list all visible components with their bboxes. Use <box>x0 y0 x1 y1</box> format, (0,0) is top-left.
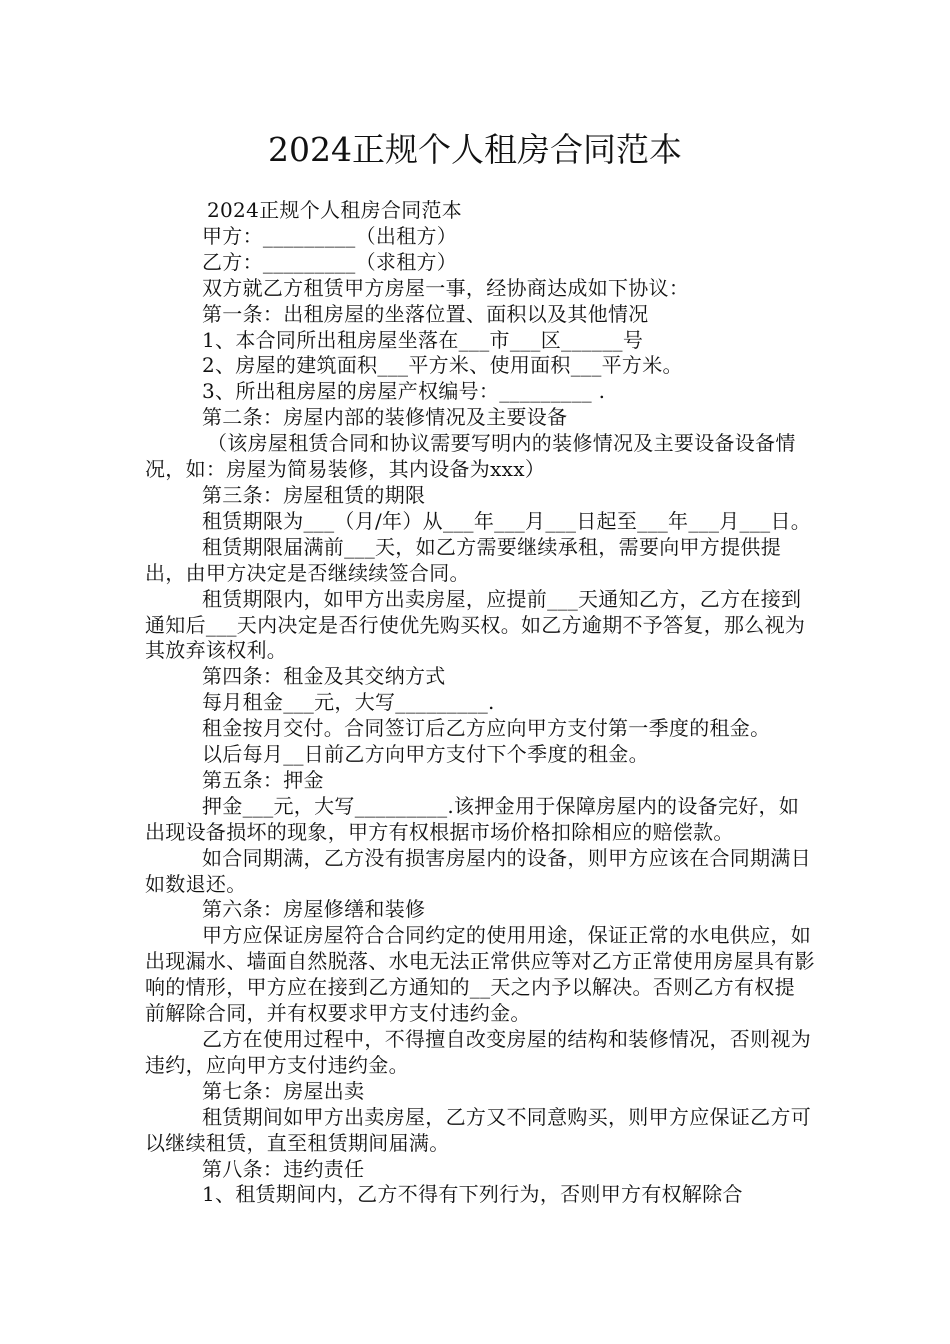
article-4-paragraph-3: 以后每月__日前乙方向甲方支付下个季度的租金。 <box>202 742 649 767</box>
article-2-heading: 第二条：房屋内部的装修情况及主要设备 <box>202 405 568 430</box>
article-6-paragraph-1: 甲方应保证房屋符合合同约定的使用用途，保证正常的水电供应，如出现漏水、墙面自然脱落、水电无法正常供应等对乙方正常使用房屋具有影响的情形，甲方应在接到乙方通知的__天之内予以解决。否则乙方有权提前解除合同，并有权要求甲方支付违约金。 <box>145 923 815 1026</box>
article-5-heading: 第五条：押金 <box>202 767 324 792</box>
subtitle-paragraph: 2024正规个人租房合同范本 <box>207 198 463 222</box>
article-5-paragraph-2: 如合同期满，乙方没有损害房屋内的设备，则甲方应该在合同期满日如数退还。 <box>145 845 811 896</box>
party-a-line: 甲方：_________（出租方） <box>202 223 458 248</box>
article-7-heading: 第七条：房屋出卖 <box>202 1078 365 1103</box>
document-title: 2024正规个人租房合同范本 <box>268 130 682 169</box>
article-4-paragraph-1: 每月租金___元，大写_________. <box>202 690 495 715</box>
article-5-paragraph-1: 押金___元，大写_________.该押金用于保障房屋内的设备完好，如出现设备损坏的现象，甲方有权根据市场价格扣除相应的赔偿款。 <box>145 793 800 844</box>
article-7-paragraph: 租赁期间如甲方出卖房屋，乙方又不同意购买，则甲方应保证乙方可以继续租赁，直至租赁期间届满。 <box>145 1104 811 1155</box>
article-2-paragraph: （该房屋租赁合同和协议需要写明内的装修情况及主要设备设备情况，如：房屋为简易装修，其内设备为xxx） <box>145 431 796 482</box>
article-3-paragraph-2: 租赁期限届满前___天，如乙方需要继续承租，需要向甲方提供提出，由甲方决定是否继续续签合同。 <box>145 534 781 585</box>
article-8-heading: 第八条：违约责任 <box>202 1156 365 1181</box>
article-6-paragraph-2: 乙方在使用过程中，不得擅自改变房屋的结构和装修情况，否则视为违约，应向甲方支付违约金。 <box>145 1027 811 1077</box>
article-3-paragraph-3: 租赁期限内，如甲方出卖房屋，应提前___天通知乙方，乙方在接到通知后___天内决定是否行使优先购买权。如乙方逾期不予答复，那么视为其放弃该权利。 <box>145 586 806 663</box>
article-1-item-1: 1、本合同所出租房屋坐落在___市___区______号 <box>202 327 644 352</box>
article-1-item-2: 2、房屋的建筑面积___平方米、使用面积___平方米。 <box>202 353 683 378</box>
article-1-item-3: 3、所出租房屋的房屋产权编号：_________ . <box>202 379 606 404</box>
article-1-heading: 第一条：出租房屋的坐落位置、面积以及其他情况 <box>202 301 649 326</box>
article-3-heading: 第三条：房屋租赁的期限 <box>202 482 426 507</box>
article-4-heading: 第四条：租金及其交纳方式 <box>202 664 446 689</box>
article-6-heading: 第六条：房屋修缮和装修 <box>202 897 426 922</box>
party-b-line: 乙方：_________（求租方） <box>202 249 458 274</box>
article-8-item-1: 1、租赁期间内，乙方不得有下列行为，否则甲方有权解除合 <box>202 1182 743 1207</box>
article-4-paragraph-2: 租金按月交付。合同签订后乙方应向甲方支付第一季度的租金。 <box>202 716 771 741</box>
document-body <box>145 198 815 1208</box>
article-3-paragraph-1: 租赁期限为___（月/年）从___年___月___日起至___年___月___日。 <box>202 508 812 533</box>
agreement-intro: 双方就乙方租赁甲方房屋一事，经协商达成如下协议： <box>202 275 690 300</box>
